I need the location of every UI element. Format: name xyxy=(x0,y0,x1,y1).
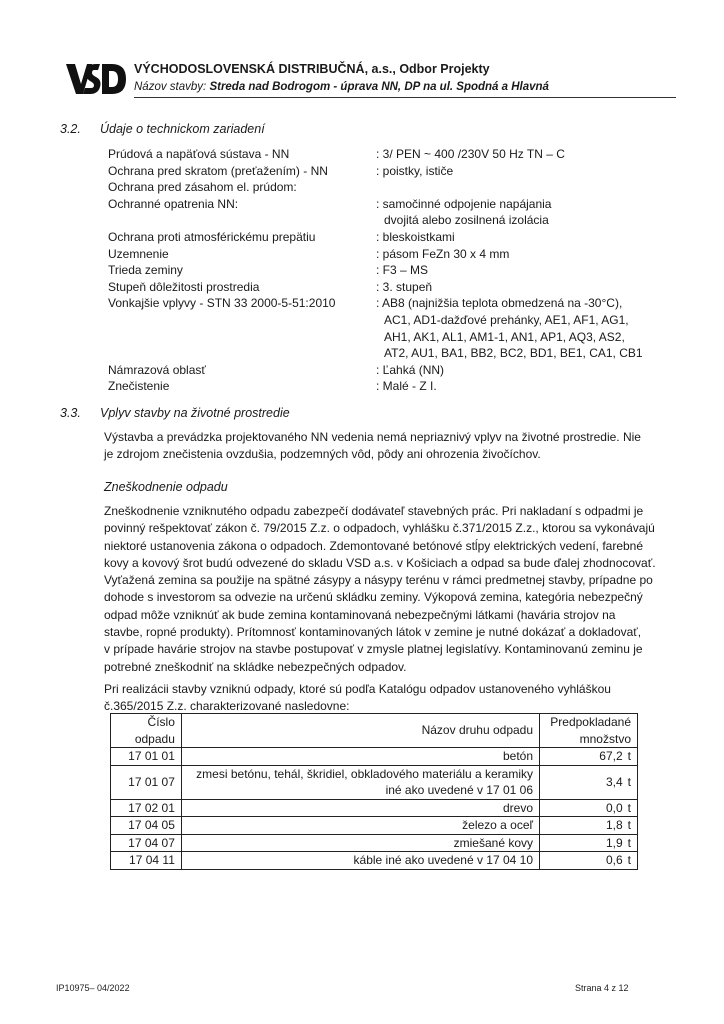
spec-row: Prúdová a napäťová sústava - NN : 3/ PEN ~ 400 /230V 50 Hz TN – C xyxy=(108,147,565,161)
section-number: 3.2. xyxy=(60,122,81,136)
table-row xyxy=(111,834,638,852)
waste-quantity: 0,6 t xyxy=(540,852,638,870)
waste-code: 17 04 05 xyxy=(111,817,182,835)
header-divider xyxy=(134,97,676,98)
waste-quantity: 67,2 t xyxy=(540,748,638,766)
spec-row: Vonkajšie vplyvy - STN 33 2000-5-51:2010 : AB8 (najnižšia teplota obmedzená na -30°C), xyxy=(108,296,623,311)
table-row xyxy=(111,817,638,835)
waste-name: káble iné ako uvedené v 17 04 10 xyxy=(181,852,539,870)
catalog-paragraph: Pri realizácii stavby vzniknú odpady, ktoré sú podľa Katalógu odpadov ustanoveného vyhláškou č.365/2015 Z.z. charakterizované nasledovne: xyxy=(104,682,611,714)
header-quantity: Predpokladané množstvo xyxy=(540,714,638,748)
spec-row: Uzemnenie : pásom FeZn 30 x 4 mm xyxy=(108,246,510,261)
spec-row: dvojitá alebo zosilnená izolácia xyxy=(384,213,549,228)
waste-code: 17 04 11 xyxy=(111,852,182,870)
table-row xyxy=(111,748,638,766)
spec-row: Znečistenie : Malé - Z I. xyxy=(108,379,437,394)
waste-code: 17 02 01 xyxy=(111,799,182,817)
section-title: Vplyv stavby na životné prostredie xyxy=(100,406,290,420)
company-name: VÝCHODOSLOVENSKÁ DISTRIBUČNÁ, a.s., Odbor Projekty xyxy=(134,62,490,76)
spec-row: AH1, AK1, AL1, AM1-1, AN1, AP1, AQ3, AS2, xyxy=(384,329,625,344)
spec-row: Ochrana pred zásahom el. prúdom: xyxy=(108,180,297,195)
waste-code: 17 04 07 xyxy=(111,834,182,852)
section-heading-3-2 xyxy=(60,122,265,136)
waste-name: zmiešané kovy xyxy=(181,834,539,852)
page-header xyxy=(66,58,612,100)
section-title: Údaje o technickom zariadení xyxy=(100,122,265,136)
subsection-title: Zneškodnenie odpadu xyxy=(104,480,228,494)
environment-paragraph: Výstavba a prevádzka projektovaného NN vedenia nemá nepriaznivý vplyv na životné prostredie. Nie je zdrojom znečistenia ovzdušia, podzemných vôd, pôdy ani ohrozenia živočíchov. xyxy=(104,430,641,462)
project-name: Streda nad Bodrogom - úprava NN, DP na ul. Spodná a Hlavná xyxy=(209,81,549,93)
section-number: 3.3. xyxy=(60,406,81,420)
waste-disposal-paragraph: Zneškodnenie vzniknutého odpadu zabezpečí dodávateľ stavebných prác. Pri nakladaní s odpadmi je povinný rešpektovať zákon č. 79/2015 Z.z. o odpadoch, vyhlášku č.371/2015 Z.z., ktorou sa vykonávajú niektoré ustanovenia zákona o odpadoch. Zdemontované betónové stĺpy elektrických vedení, farebné kovy a kovový šrot budú odvezené do skladu VSD a.s. v Košiciach a odpad sa bude ďalej zhodnocovať. Vyťažená zemina sa použije na spätné zásypy a násypy terénu v rámci predmetnej stavby, prípadne po dohode s investorom sa odvezie na určenú skládku zeminy. Výkopová zemina, kategória nebezpečný odpad môže vzniknúť ak bude zemina kontaminovaná nebezpečnými látkami (havária strojov na stavbe, ropné produkty). Prítomnosť kontaminovaných látok v zemine je nutné dokázať a dokladovať, v prípade havárie strojov na stavbe postupovať v zmysle platnej legislatívy. Kontaminovanú zeminu je potrebné zneškodniť na skládke nebezpečných odpadov. xyxy=(104,504,656,674)
waste-quantity: 3,4 t xyxy=(540,765,638,799)
waste-quantity: 1,9 t xyxy=(540,834,638,852)
spec-row: Stupeň dôležitosti prostredia : 3. stupeň xyxy=(108,279,433,294)
spec-row: Ochrana proti atmosférickému prepätiu : bleskoistkami xyxy=(108,229,455,244)
project-title xyxy=(134,81,549,93)
spec-row: Námrazová oblasť : Ľahká (NN) xyxy=(108,362,445,377)
waste-quantity: 0,0 t xyxy=(540,799,638,817)
waste-name: drevo xyxy=(181,799,539,817)
spec-row: Trieda zeminy : F3 – MS xyxy=(108,263,429,278)
page-number: Strana 4 z 12 xyxy=(575,983,629,993)
spec-row: Ochrana pred skratom (preťažením) - NN : poistky, ističe xyxy=(108,163,454,178)
waste-quantity: 1,8 t xyxy=(540,817,638,835)
waste-name: betón xyxy=(181,748,539,766)
vsd-logo-icon xyxy=(66,62,126,96)
technical-specs xyxy=(108,146,648,395)
table-header-row xyxy=(111,714,638,748)
header-waste-name: Názov druhu odpadu xyxy=(181,714,539,748)
waste-code: 17 01 01 xyxy=(111,748,182,766)
table-row xyxy=(111,852,638,870)
waste-code: 17 01 07 xyxy=(111,765,182,799)
waste-name: železo a oceľ xyxy=(181,817,539,835)
table-row xyxy=(111,765,638,799)
document-id: IP10975– 04/2022 xyxy=(56,983,130,993)
section-heading-3-3 xyxy=(60,406,290,420)
table-row xyxy=(111,799,638,817)
spec-row: AT2, AU1, BA1, BB2, BC2, BD1, BE1, CA1, CB1 xyxy=(384,346,643,361)
header-waste-code: Číslo odpadu xyxy=(111,714,182,748)
project-label: Názov stavby: xyxy=(134,81,207,93)
spec-row: Ochranné opatrenia NN: : samočinné odpojenie napájania xyxy=(108,196,552,211)
waste-name: zmesi betónu, tehál, škridiel, obkladového materiálu a keramiky iné ako uvedené v 17 01 06 xyxy=(181,765,539,799)
waste-table xyxy=(110,713,638,870)
spec-row: AC1, AD1-dažďové prehánky, AE1, AF1, AG1, xyxy=(384,312,629,327)
